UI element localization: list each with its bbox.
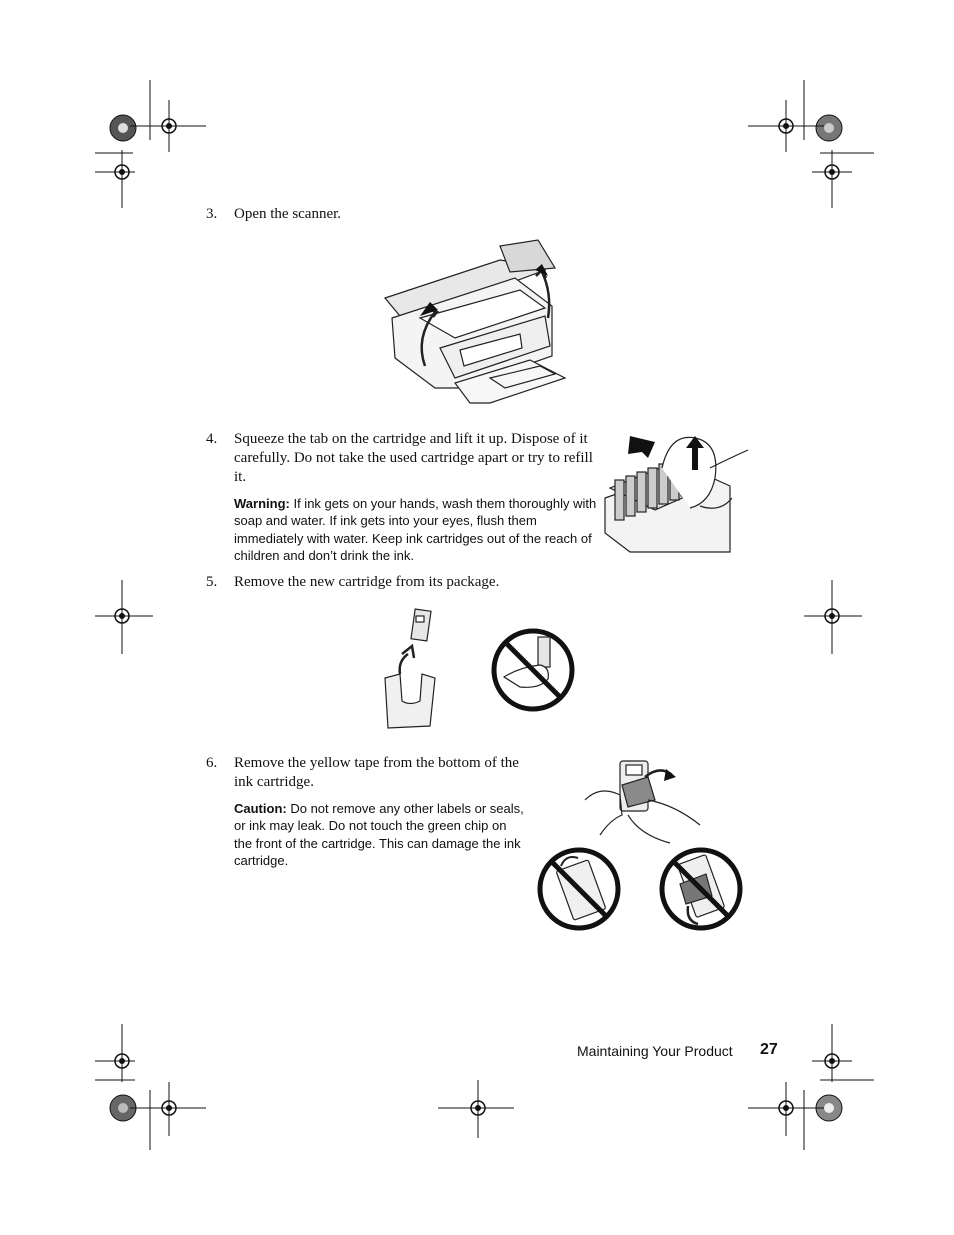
prohibition-icon <box>658 846 744 932</box>
footer-section-title: Maintaining Your Product <box>577 1043 733 1059</box>
registration-mark-icon <box>804 580 864 656</box>
step-text: Remove the new cartridge from its package. <box>234 574 500 590</box>
warning-text: If ink gets on your hands, wash them thoroughly with soap and water. If ink gets into your eyes, flush them immediately with water. Keep ink cartridges out of the reach of children and don’t drink the ink. <box>234 496 597 563</box>
registration-mark-icon <box>748 1070 828 1154</box>
caution-text: Do not remove any other labels or seals, or ink may leak. Do not touch the green chip on the front of the cartridge. This can damage the ink cartridge. <box>234 801 524 868</box>
prohibition-icon <box>536 846 622 932</box>
registration-mark-icon <box>804 150 876 210</box>
step-3 <box>206 205 606 225</box>
registration-mark-icon <box>438 1080 518 1140</box>
step-number: 4. <box>206 431 218 447</box>
printer-scanner-open-illustration <box>380 238 570 410</box>
step-4 <box>206 430 598 490</box>
caution-label: Caution: <box>234 801 287 816</box>
tape-removal-illustration <box>580 755 710 845</box>
step-text: Squeeze the tab on the cartridge and lift it up. Dispose of it carefully. Do not take the used cartridge apart or try to refill it. <box>234 431 593 485</box>
prohibition-icon <box>490 627 576 713</box>
warning-label: Warning: <box>234 496 290 511</box>
caution-note <box>234 800 524 869</box>
step-number: 6. <box>206 755 218 771</box>
step-5 <box>206 573 606 593</box>
page-number: 27 <box>760 1041 778 1058</box>
registration-mark-icon <box>95 580 155 656</box>
step-text: Open the scanner. <box>234 206 342 222</box>
step-text: Remove the yellow tape from the bottom of the ink cartridge. <box>234 755 519 790</box>
warning-note <box>234 495 598 564</box>
registration-mark-icon <box>130 1070 210 1154</box>
cartridge-removal-illustration <box>600 428 750 554</box>
registration-mark-icon <box>95 150 155 210</box>
step-6 <box>206 754 524 794</box>
step-number: 3. <box>206 206 218 222</box>
step-number: 5. <box>206 574 218 590</box>
cartridge-package-illustration <box>380 606 440 734</box>
